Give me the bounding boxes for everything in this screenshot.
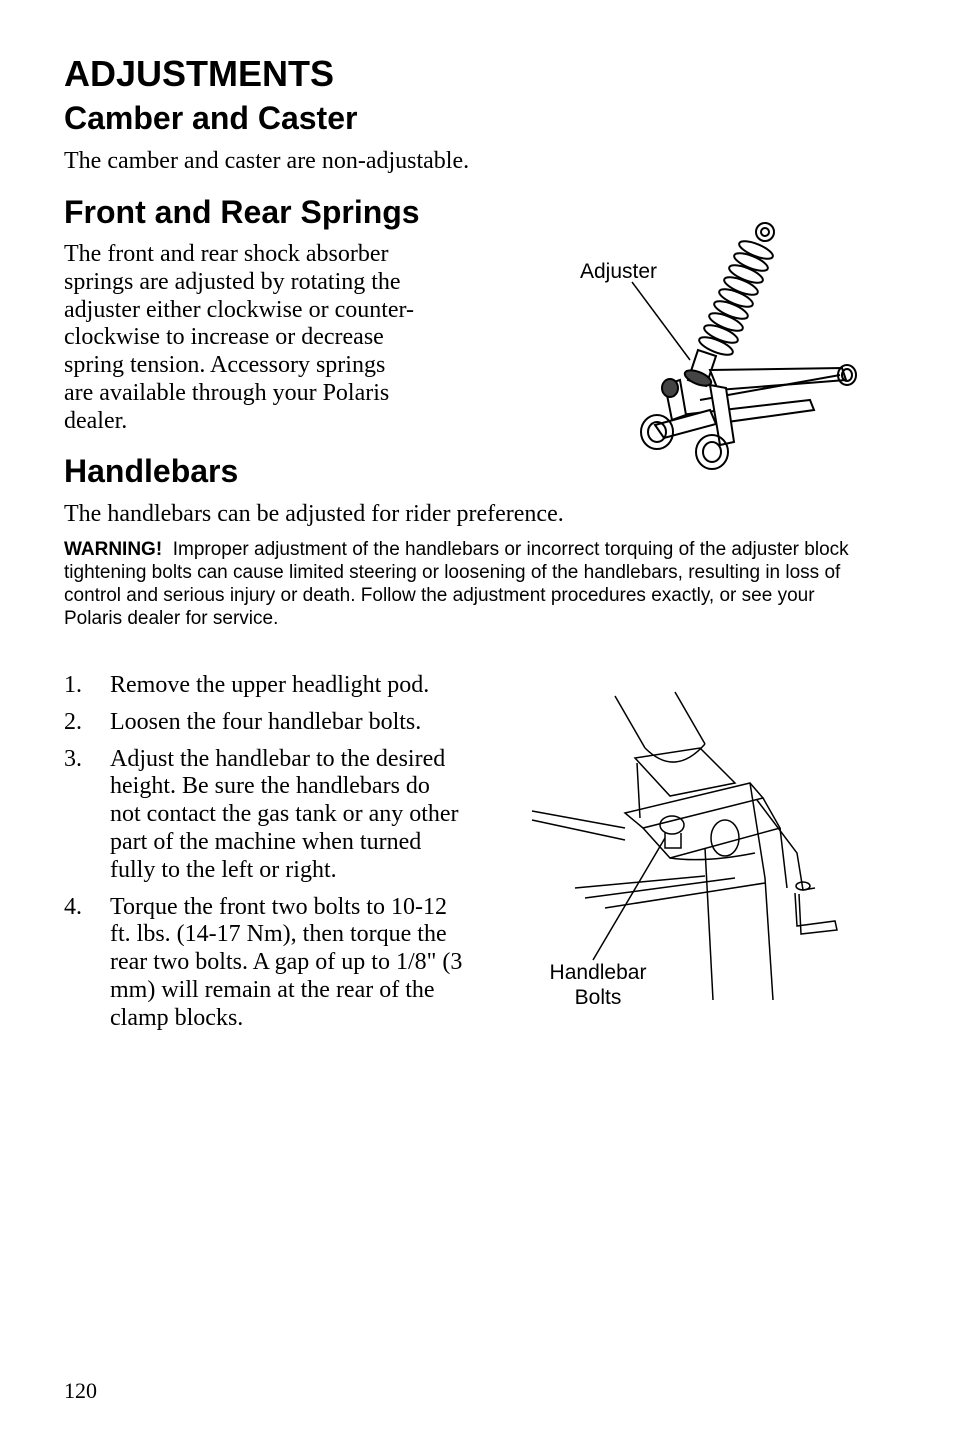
list-item	[64, 894, 464, 1033]
springs-line: are available through your Polaris	[64, 379, 390, 406]
handlebar-steps	[64, 672, 464, 1042]
page-title: ADJUSTMENTS	[64, 53, 335, 94]
list-item	[64, 746, 464, 885]
adjuster-callout: Adjuster	[580, 260, 658, 283]
camber-heading: Camber and Caster	[64, 100, 358, 136]
page-number: 120	[64, 1378, 97, 1403]
springs-line: springs are adjusted by rotating the	[64, 268, 401, 295]
step-number: 1.	[64, 672, 82, 698]
handlebar-bolts-label-line2: Bolts	[574, 986, 622, 1009]
warning-label: WARNING!	[64, 539, 163, 560]
springs-heading: Front and Rear Springs	[64, 194, 420, 230]
step-number: 3.	[64, 745, 82, 772]
step-text: Adjust the handlebar to the desired height. Be sure the handlebars do not contact the gas tank or any other part of the machine when turned fully to the left or right.	[110, 745, 459, 883]
step-text: Torque the front two bolts to 10-12 ft. lbs. (14-17 Nm), then torque the rear two bolts. A gap of up to 1/8" (3 mm) will remain at the rear of the clamp blocks.	[110, 893, 463, 1031]
springs-line: The front and rear shock absorber	[64, 241, 389, 267]
handlebar-bolts-label-line1: Handlebar	[549, 961, 647, 984]
warning-text: Improper adjustment of the handlebars or incorrect torquing of the adjuster block tightening bolts can cause limited steering or loosening of the handlebars, resulting in loss of control and serious injury or death. Follow the adjustment procedures exactly, or see your Polaris dealer for service.	[64, 539, 849, 629]
handlebar-bolts-callout	[538, 960, 658, 1010]
handlebars-text: The handlebars can be adjusted for rider preference.	[64, 501, 564, 527]
springs-line: spring tension. Accessory springs	[64, 352, 386, 379]
step-number: 4.	[64, 893, 82, 920]
shock-absorber-illustration	[560, 210, 870, 480]
step-text: Remove the upper headlight pod.	[110, 672, 430, 698]
springs-line: adjuster either clockwise or counter-	[64, 296, 415, 323]
step-text: Loosen the four handlebar bolts.	[110, 708, 422, 735]
springs-text	[64, 241, 484, 436]
springs-line: dealer.	[64, 407, 128, 434]
shock-absorber-figure	[560, 210, 870, 480]
camber-text: The camber and caster are non-adjustable.	[64, 148, 470, 174]
list-item	[64, 672, 464, 700]
list-item	[64, 709, 464, 737]
step-number: 2.	[64, 708, 82, 735]
warning-block	[64, 538, 874, 630]
springs-line: clockwise to increase or decrease	[64, 324, 384, 351]
handlebars-heading: Handlebars	[64, 453, 239, 489]
